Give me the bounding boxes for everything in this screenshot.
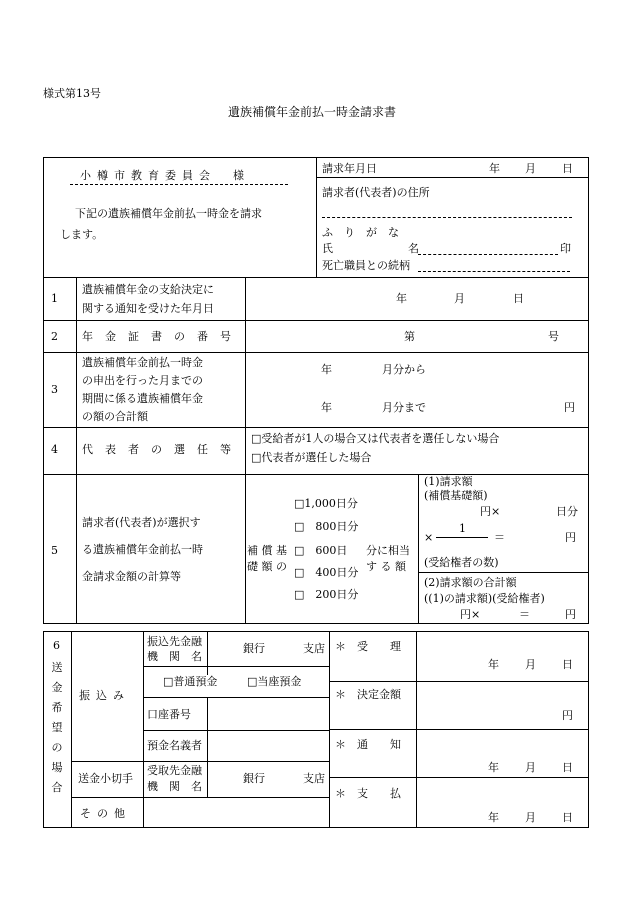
row2-suffix: 号 [548,330,559,343]
office-amount-label: ＊ 決定金額 [335,688,401,701]
row1-day: 日 [513,292,524,305]
row3-to-year: 年 [321,401,332,414]
rem-current-checkbox[interactable]: □当座預金 [247,675,302,688]
name-label-2: 名 [408,242,419,255]
rem-h4 [71,761,329,762]
office-received-year: 年 [488,658,499,671]
rem-v3a [207,631,208,675]
rem-ordinary-checkbox[interactable]: □普通預金 [163,675,218,688]
rem-bank-label-2: 機 関 名 [147,650,202,663]
option-600-days[interactable]: □ 600日 [294,544,348,557]
basis-label-2: 礎 額 の [247,560,287,573]
header-row-line [316,177,589,178]
row-line-4 [43,427,589,428]
calc-divider [418,474,419,624]
row2-label: 年金証書の番号 [82,330,243,343]
addressee-name: 小樽市教育委員会 様 [80,169,250,182]
request-date-day: 日 [562,162,573,175]
address-label: 請求者(代表者)の住所 [322,186,430,199]
row-line-5 [43,474,589,475]
row4-num: 4 [51,443,58,456]
header-divider [316,157,317,277]
request-date-month: 月 [525,162,536,175]
office-notice-year: 年 [488,761,499,774]
row1-label-2: 関する通知を受けた年月日 [82,302,214,315]
calc1-numerator: 1 [459,522,466,535]
office-payment-label: ＊ 支 払 [335,787,401,800]
row4-label: 代表者の選任等 [82,443,243,456]
rem-h1 [143,666,329,667]
rem-transfer-label: 振込み [79,689,130,702]
row3-label-4: の額の合計額 [82,410,148,423]
office-amount-yen: 円 [562,709,573,722]
seal-mark: 印 [560,242,571,255]
calc2-subtitle: ((1)の請求額)(受給権者) [424,592,545,605]
row4-option-selected[interactable]: □代表者が選任した場合 [251,451,372,464]
calc1-yen-times: 円× [480,505,501,518]
office-notice-label: ＊ 通 知 [335,738,401,751]
row3-from-year: 年 [321,363,332,376]
office-received-label: ＊ 受 理 [335,640,401,653]
num-divider-1-4 [76,277,77,474]
rem-side-label: 送金希望の場合 [51,661,63,794]
form-number: 様式第13号 [43,87,101,100]
row5-label-3: 金請求金額の計算等 [82,570,181,583]
rem-check-bank-label-1: 受取先金融 [147,764,202,777]
rem-h5 [71,797,329,798]
rem-check-bank-label-2: 機 関 名 [147,780,202,793]
rem-account-holder-label: 預金名義者 [147,739,202,752]
row3-label-1: 遺族補償年金前払一時金 [82,356,203,369]
row3-label-3: 期間に係る遺族補償年金 [82,392,203,405]
rem-office-h1 [329,681,589,682]
furigana-label: ふ り が な [322,226,399,239]
row2-num: 2 [51,330,58,343]
calc2-result-yen: 円 [565,608,576,621]
rem-v1 [71,631,72,828]
row3-from-month: 月分から [382,363,426,376]
name-label-1: 氏 [322,242,333,255]
row5-num: 5 [51,544,58,557]
calc2-title: (2)請求額の合計額 [424,576,517,589]
option-800-days[interactable]: □ 800日分 [294,520,359,533]
equivalent-label-2: す る 額 [366,560,406,573]
calc2-equals: ＝ [519,608,530,621]
row4-option-single[interactable]: □受給者が1人の場合又は代表者を選任しない場合 [251,432,500,445]
request-body-line2: します。 [60,228,104,241]
calc-split-line [418,572,589,573]
calc1-days: 日分 [556,505,578,518]
rem-other-label: その他 [80,807,131,820]
address-line[interactable] [322,217,572,218]
request-body-line1: 下記の遺族補償年金前払一時金を請求 [75,207,262,220]
relation-line[interactable] [418,271,570,272]
rem-check-label: 送金小切手 [78,772,133,785]
row3-label-2: の申出を行った月までの [82,374,203,387]
option-1000-days[interactable]: □1,000日分 [294,497,358,510]
row1-num: 1 [51,292,58,305]
rem-office-h3 [329,777,589,778]
addressee-underline [70,184,288,185]
rem-v3c [207,761,208,797]
office-notice-month: 月 [525,761,536,774]
request-date-year: 年 [489,162,500,175]
rem-check-bank: 銀行 [243,772,265,785]
office-payment-month: 月 [525,811,536,824]
office-received-month: 月 [525,658,536,671]
calc2-yen-times: 円× [460,608,481,621]
rem-num: 6 [53,639,60,652]
rem-v3b [207,697,208,761]
relation-label: 死亡職員との続柄 [322,259,410,272]
row2-prefix: 第 [404,330,415,343]
row5-label-1: 請求者(代表者)が選択す [82,516,201,529]
num-divider-5 [76,474,77,624]
label-divider [245,277,246,624]
row-line-2 [43,320,589,321]
office-payment-year: 年 [488,811,499,824]
calc1-subtitle: (補償基礎額) [424,489,488,502]
option-400-days[interactable]: □ 400日分 [294,566,359,579]
row3-yen: 円 [564,401,575,414]
rem-check-branch: 支店 [303,772,325,785]
calc1-result-yen: 円 [565,531,576,544]
row-line-3 [43,352,589,353]
row-line-1 [43,277,589,278]
basis-label-1: 補 償 基 [247,544,287,557]
calc1-times: × [424,531,434,544]
rem-h3 [143,730,329,731]
rem-bank: 銀行 [243,642,265,655]
name-line[interactable] [418,254,558,255]
row1-month: 月 [454,292,465,305]
calc1-equals: ＝ [494,531,505,544]
calc1-denominator: (受給権者の数) [424,556,499,569]
row1-label-1: 遺族補償年金の支給決定に [82,283,214,296]
rem-bank-label-1: 振込先金融 [147,635,202,648]
form-title: 遺族補償年金前払一時金請求書 [228,105,397,119]
request-date-label: 請求年月日 [322,162,377,175]
calc1-fraction-bar [436,537,488,538]
row3-to-month: 月分まで [382,401,426,414]
rem-account-number-label: 口座番号 [147,708,191,721]
calc1-title: (1)請求額 [424,475,473,488]
rem-h2 [143,697,329,698]
row5-label-2: る遺族補償年金前払一時 [82,543,203,556]
option-200-days[interactable]: □ 200日分 [294,588,359,601]
office-received-day: 日 [562,658,573,671]
office-payment-day: 日 [562,811,573,824]
office-notice-day: 日 [562,761,573,774]
equivalent-label-1: 分に相当 [366,544,410,557]
rem-branch: 支店 [303,642,325,655]
rem-office-h2 [329,729,589,730]
row1-year: 年 [396,292,407,305]
row3-num: 3 [51,383,58,396]
